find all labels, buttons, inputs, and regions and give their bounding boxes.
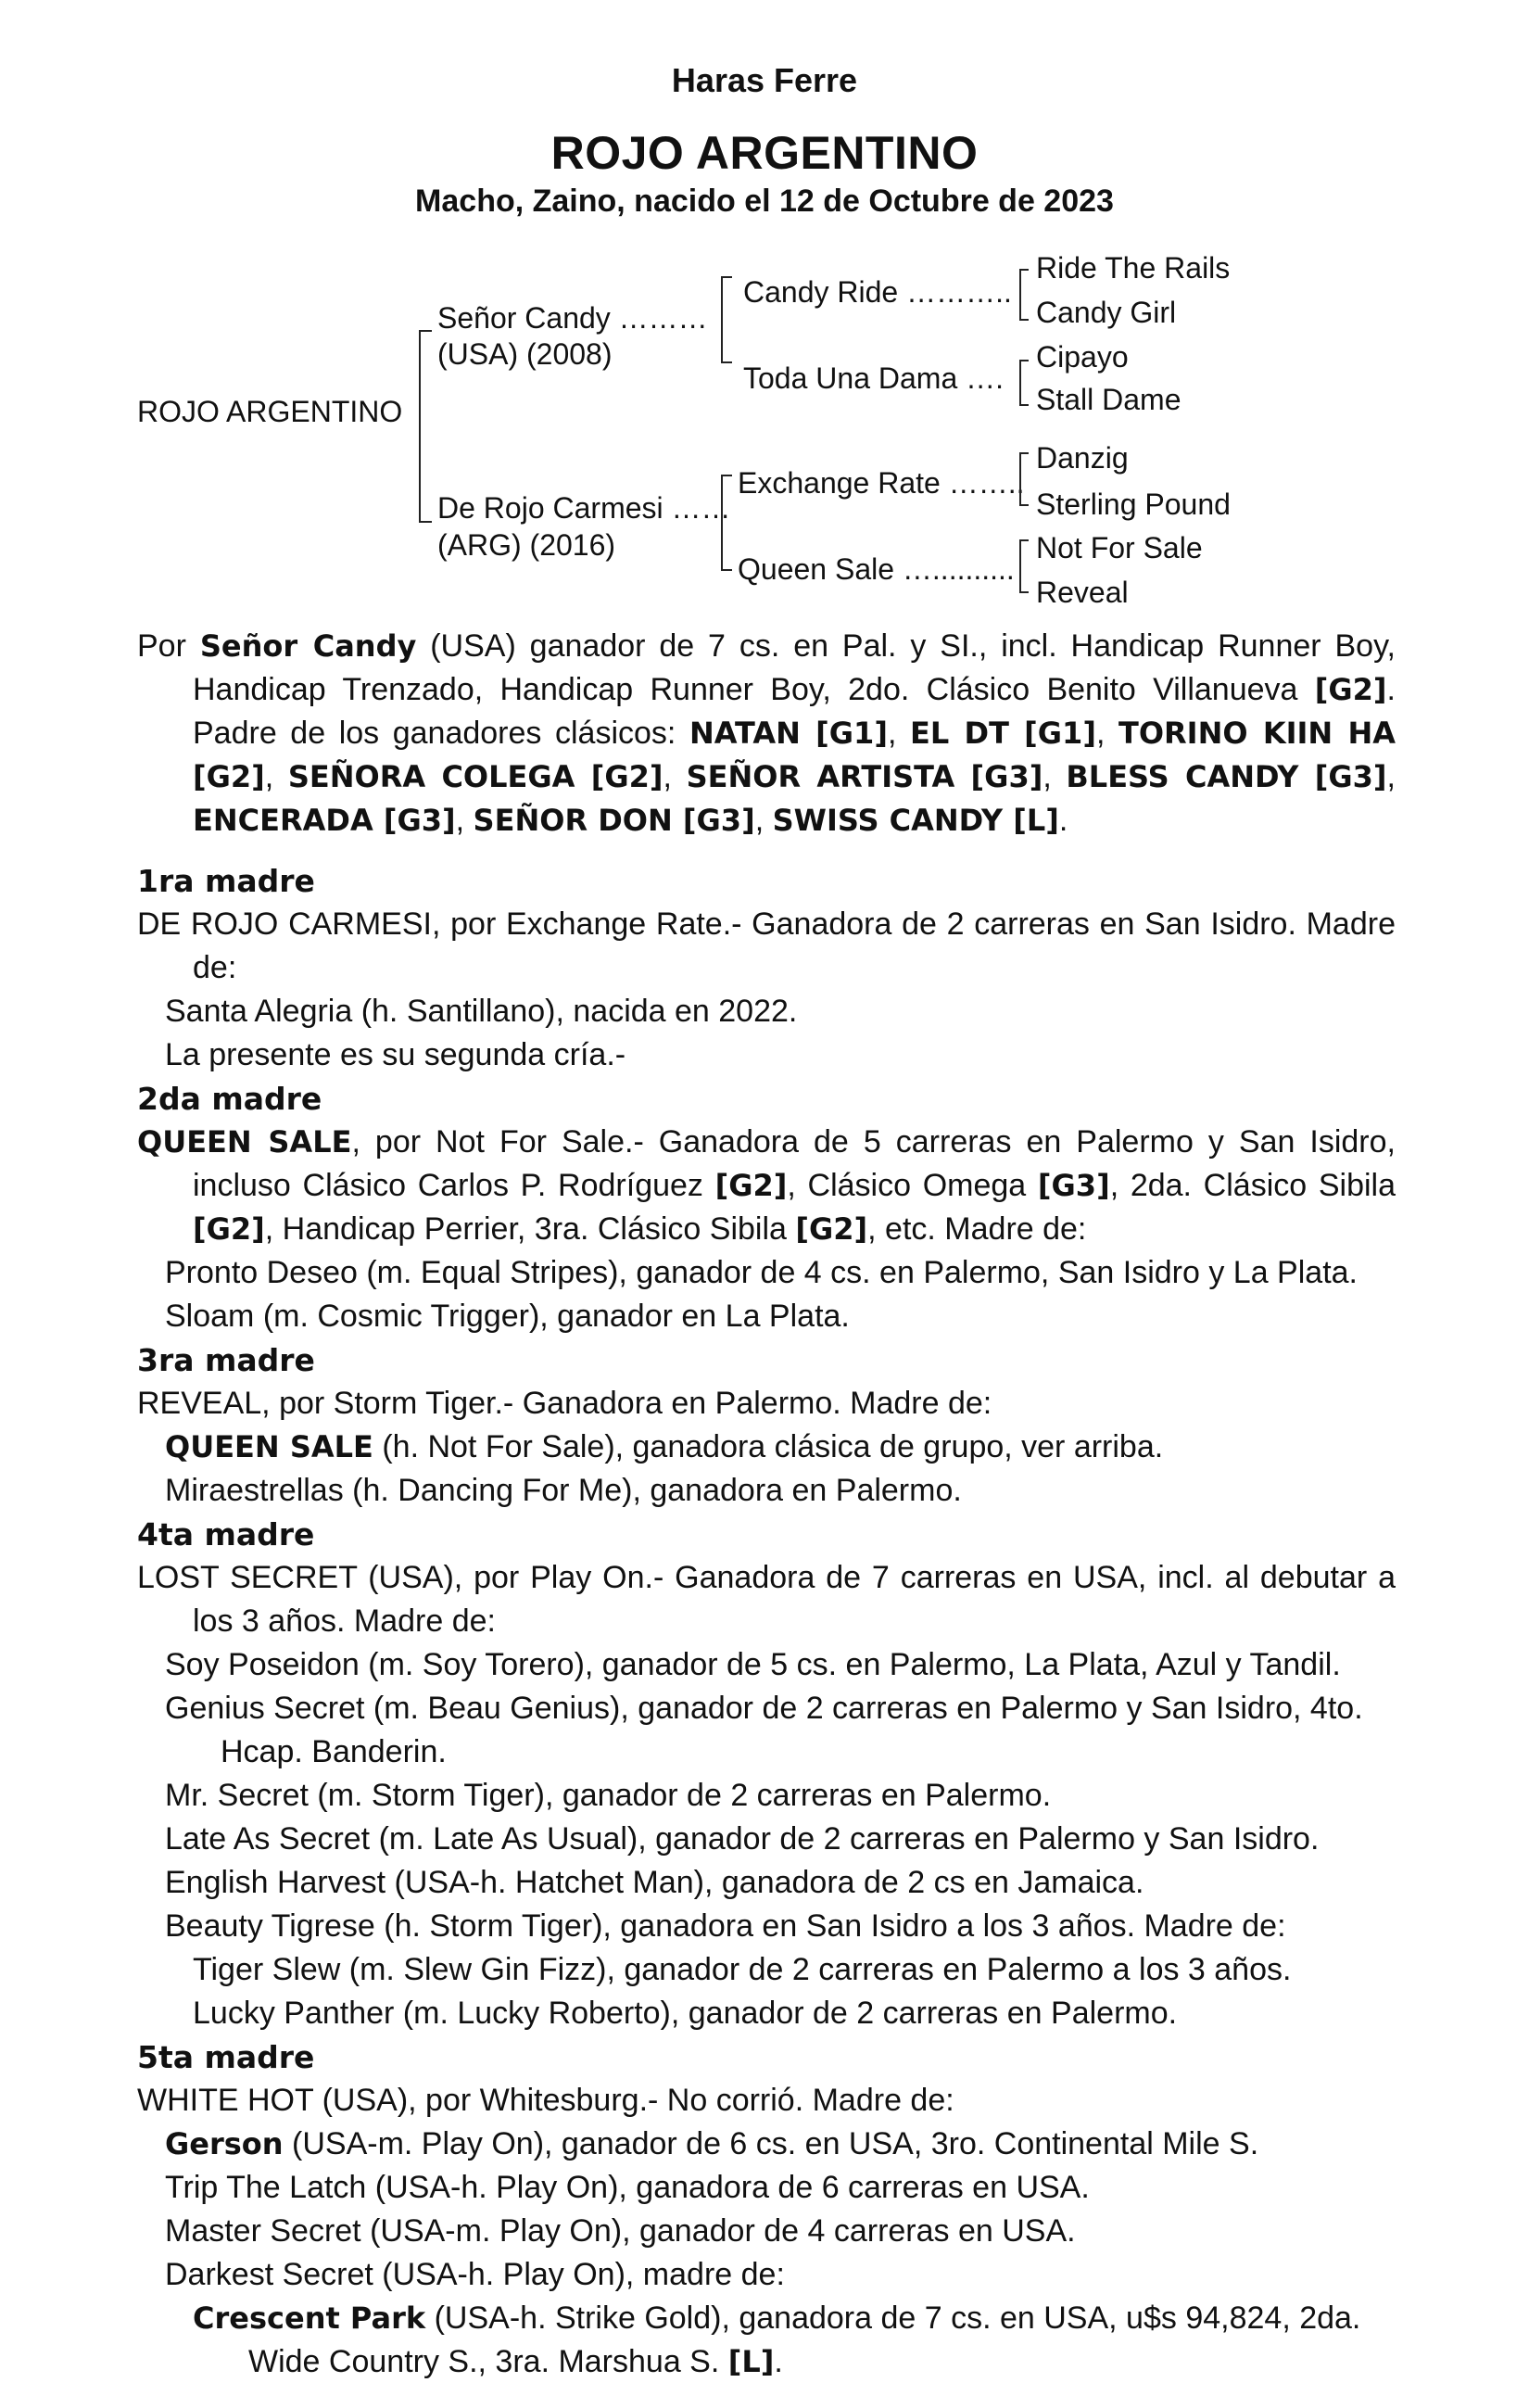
- text: Por: [137, 628, 186, 664]
- dam1-paragraph: DE ROJO CARMESI, por Exchange Rate.- Ganadora de 2 carreras en San Isidro. Madre de:: [137, 906, 1396, 985]
- pedigree-g3: Cipayo: [1036, 340, 1129, 374]
- winner: EL DT [G1]: [909, 716, 1096, 751]
- section-title-3ra-madre: 3ra madre: [137, 1342, 315, 1378]
- text: ,: [1386, 759, 1396, 794]
- produce-line: Darkest Secret (USA-h. Play On), madre de:: [165, 2257, 785, 2292]
- winner: SWISS CANDY [L]: [772, 803, 1059, 838]
- produce-line: Tiger Slew (m. Slew Gin Fizz), ganador de 2 carreras en Palermo a los 3 años.: [193, 1952, 1292, 1987]
- spacer: [137, 843, 1396, 859]
- bracket-line: [1019, 504, 1029, 506]
- produce-line: Master Secret (USA-m. Play On), ganador de 4 carreras en USA.: [165, 2213, 1076, 2249]
- section-title-5ta-madre: 5ta madre: [137, 2039, 315, 2075]
- dam4-paragraph: LOST SECRET (USA), por Play On.- Ganadora de 7 carreras en USA, incl. al debutar a los 3 años. Madre de:: [137, 1560, 1396, 1639]
- produce-line: Beauty Tigrese (h. Storm Tiger), ganadora en San Isidro a los 3 años. Madre de:: [165, 1908, 1286, 1944]
- grade-badge: [G2]: [1314, 672, 1387, 707]
- dam-name: QUEEN SALE: [137, 1124, 352, 1160]
- bracket-line: [721, 475, 732, 476]
- pedigree-g3: Ride The Rails: [1036, 251, 1231, 285]
- produce-line: [137, 2123, 1396, 2166]
- text: , Clásico Omega: [787, 1168, 1038, 1203]
- bracket-line: [721, 475, 723, 569]
- section-title-2da-madre: 2da madre: [137, 1081, 322, 1117]
- produce-line: La presente es su segunda cría.-: [165, 1037, 626, 1072]
- bracket-line: [1019, 452, 1029, 454]
- produce-line: Pronto Deseo (m. Equal Stripes), ganador de 4 cs. en Palermo, San Isidro y La Plata.: [165, 1255, 1358, 1290]
- winner: BLESS CANDY [G3]: [1066, 759, 1387, 794]
- produce-line: [137, 1426, 1396, 1469]
- produce-line: Lucky Panther (m. Lucky Roberto), ganador de 2 carreras en Palermo.: [193, 1996, 1178, 2031]
- bracket-line: [721, 276, 732, 278]
- pedigree-dam-origin: (ARG) (2016): [437, 528, 616, 562]
- produce-line: [137, 2297, 1396, 2384]
- pedigree-g3: Not For Sale: [1036, 531, 1203, 564]
- produce-name: Gerson: [165, 2126, 284, 2161]
- text: , Handicap Perrier, 3ra. Clásico Sibila: [264, 1211, 796, 1247]
- pedigree-g3: Stall Dame: [1036, 383, 1182, 416]
- produce-line: Soy Poseidon (m. Soy Torero), ganador de 5 cs. en Palermo, La Plata, Azul y Tandil.: [165, 1647, 1341, 1682]
- grade-badge: [L]: [727, 2344, 775, 2379]
- text: ,: [887, 716, 910, 751]
- bracket-line: [419, 330, 432, 332]
- produce-name: QUEEN SALE: [165, 1429, 373, 1464]
- produce-line: Sloam (m. Cosmic Trigger), ganador en La Plata.: [165, 1299, 850, 1334]
- dam5-paragraph: WHITE HOT (USA), por Whitesburg.- No corrió. Madre de:: [137, 2083, 954, 2118]
- text: .: [774, 2344, 783, 2379]
- bracket-line: [721, 276, 723, 361]
- bracket-line: [1019, 452, 1021, 504]
- bracket-line: [1019, 539, 1021, 591]
- pedigree-g3: Danzig: [1036, 441, 1129, 475]
- produce-line: English Harvest (USA-h. Hatchet Man), ganadora de 2 cs en Jamaica.: [165, 1865, 1144, 1900]
- grade-badge: [G2]: [714, 1168, 788, 1203]
- text: ,: [663, 759, 687, 794]
- section-title-4ta-madre: 4ta madre: [137, 1516, 315, 1553]
- pedigree-sire-sire: Candy Ride ………..: [743, 275, 1012, 309]
- text: ,: [264, 759, 288, 794]
- text: ,: [1095, 716, 1118, 751]
- section-title-1ra-madre: 1ra madre: [137, 863, 315, 899]
- text: , por Not For Sale.- Ganadora de 5 carreras en Palermo y San Isidro, incluso Clásico Carlos P. Rodríguez: [193, 1124, 1396, 1203]
- winner: SEÑORA COLEGA [G2]: [287, 759, 663, 794]
- grade-badge: [G2]: [193, 1211, 265, 1247]
- bracket-line: [1019, 269, 1029, 271]
- grade-badge: [G2]: [795, 1211, 868, 1247]
- winner: TORINO KIIN HA [G2]: [193, 716, 1396, 794]
- bracket-line: [1019, 539, 1029, 541]
- text: ,: [754, 803, 773, 838]
- bracket-line: [1019, 269, 1021, 319]
- pedigree-g3: Candy Girl: [1036, 296, 1177, 329]
- pedigree-sire: Señor Candy ………: [437, 301, 708, 335]
- pedigree-g3: Reveal: [1036, 576, 1129, 609]
- text: ,: [1042, 759, 1067, 794]
- winner: SEÑOR DON [G3]: [473, 803, 755, 838]
- pedigree-dam-dam: Queen Sale …..........: [738, 552, 1015, 586]
- bracket-line: [721, 569, 732, 571]
- sire-paragraph: [137, 625, 1396, 843]
- text: (USA-m. Play On), ganador de 6 cs. en USA, 3ro. Continental Mile S.: [283, 2126, 1259, 2161]
- winner: SEÑOR ARTISTA [G3]: [686, 759, 1043, 794]
- sire-name: Señor Candy: [199, 628, 417, 664]
- produce-line: Mr. Secret (m. Storm Tiger), ganador de 2 carreras en Palermo.: [165, 1778, 1052, 1813]
- produce-line: Trip The Latch (USA-h. Play On), ganadora de 6 carreras en USA.: [165, 2170, 1090, 2205]
- produce-line: Santa Alegria (h. Santillano), nacida en 2022.: [165, 994, 798, 1029]
- pedigree-dam-sire: Exchange Rate ……..: [738, 466, 1025, 500]
- text: (USA-h. Strike Gold), ganadora de 7 cs. en USA, u$s 94,824, 2da. Wide Country S., 3ra. Marshua S.: [248, 2300, 1361, 2379]
- text: (USA) ganador de 7 cs. en Pal. y SI., incl. Handicap Runner Boy, Handicap Trenzado, Handicap Runner Boy, 2do. Clásico Benito Villanueva: [193, 628, 1396, 707]
- catalog-body: [137, 625, 1396, 2384]
- bracket-line: [1019, 360, 1029, 361]
- text: . Padre de los ganadores clásicos:: [193, 672, 1396, 751]
- bracket-line: [721, 361, 732, 363]
- bracket-line: [1019, 404, 1029, 406]
- text: .: [1058, 803, 1068, 838]
- produce-line: Late As Secret (m. Late As Usual), ganador de 2 carreras en Palermo y San Isidro.: [165, 1821, 1320, 1857]
- text: , etc. Madre de:: [867, 1211, 1087, 1247]
- bracket-line: [1019, 319, 1029, 321]
- pedigree-dam: De Rojo Carmesi ……: [437, 491, 731, 525]
- winner: ENCERADA [G3]: [193, 803, 456, 838]
- bracket-line: [1019, 360, 1021, 404]
- pedigree-subject: ROJO ARGENTINO: [137, 395, 403, 428]
- bracket-line: [1019, 591, 1029, 593]
- produce-line: Miraestrellas (h. Dancing For Me), ganadora en Palermo.: [165, 1473, 962, 1508]
- text: ,: [455, 803, 474, 838]
- pedigree-sire-dam: Toda Una Dama ….: [743, 361, 1005, 395]
- produce-line: Genius Secret (m. Beau Genius), ganador de 2 carreras en Palermo y San Isidro, 4to. Hcap. Banderin.: [165, 1691, 1363, 1769]
- dam2-paragraph: [137, 1121, 1396, 1251]
- horse-title: ROJO ARGENTINO: [550, 127, 979, 179]
- text: , 2da. Clásico Sibila: [1109, 1168, 1396, 1203]
- text: (h. Not For Sale), ganadora clásica de grupo, ver arriba.: [373, 1429, 1164, 1464]
- pedigree-sire-origin: (USA) (2008): [437, 337, 613, 371]
- winner: NATAN [G1]: [689, 716, 888, 751]
- bracket-line: [419, 330, 421, 521]
- dam3-paragraph: REVEAL, por Storm Tiger.- Ganadora en Palermo. Madre de:: [137, 1386, 992, 1421]
- produce-name: Crescent Park: [193, 2300, 426, 2336]
- horse-subtitle: Macho, Zaino, nacido el 12 de Octubre de 2023: [415, 184, 1114, 219]
- breeder-name: Haras Ferre: [671, 61, 858, 99]
- grade-badge: [G3]: [1037, 1168, 1110, 1203]
- bracket-line: [419, 521, 432, 523]
- pedigree-g3: Sterling Pound: [1036, 488, 1231, 521]
